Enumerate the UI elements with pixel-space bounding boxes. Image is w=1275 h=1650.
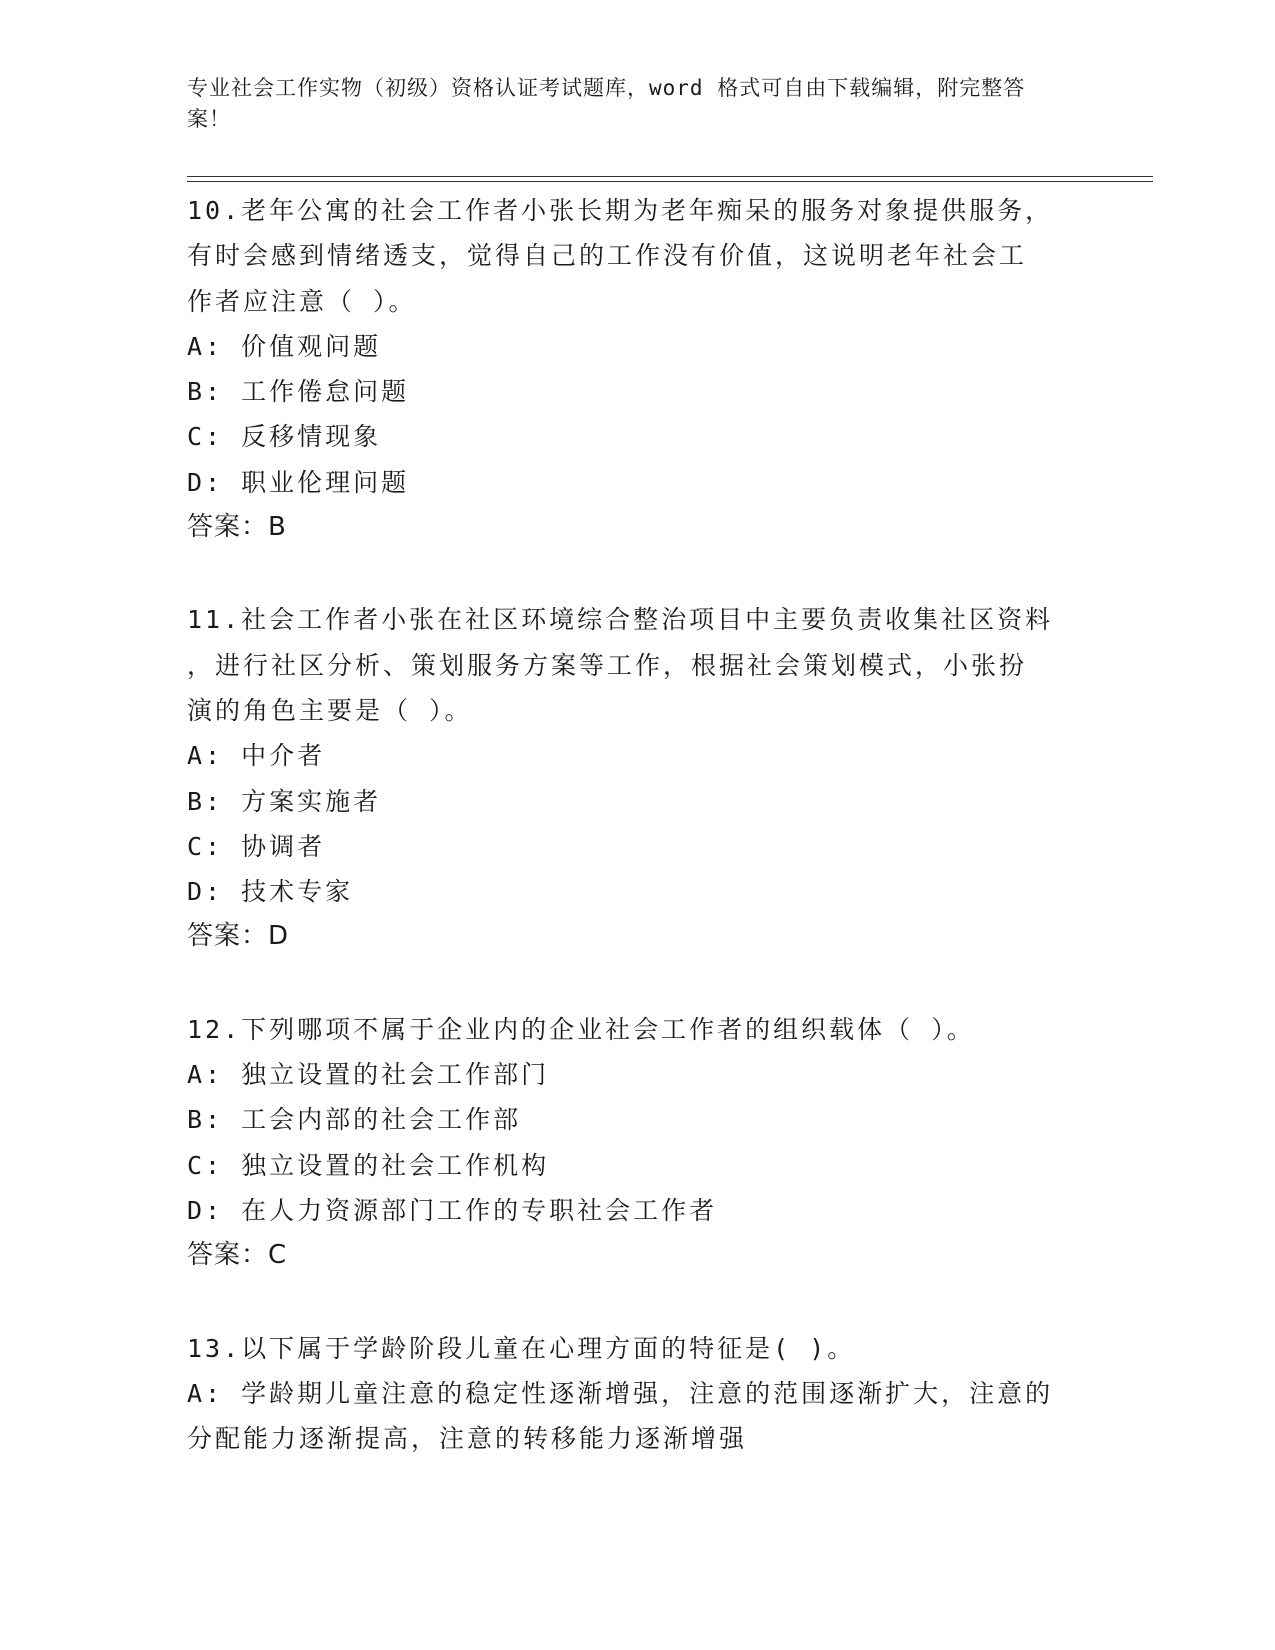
option-c: C: 协调者 xyxy=(187,831,326,861)
question-stem-line: 11.社会工作者小张在社区环境综合整治项目中主要负责收集社区资料 xyxy=(187,605,1054,635)
option-a-continued: 分配能力逐渐提高，注意的转移能力逐渐增强 xyxy=(187,1424,748,1454)
option-c: C: 独立设置的社会工作机构 xyxy=(187,1150,550,1180)
option-a: A: 中介者 xyxy=(187,741,326,771)
header-divider-top xyxy=(187,176,1153,177)
question-10 xyxy=(187,188,1067,550)
option-b: B: 方案实施者 xyxy=(187,786,382,816)
option-a: A: 价值观问题 xyxy=(187,331,382,361)
question-stem-line: 作者应注意（ ）。 xyxy=(187,286,417,316)
option-d: D: 技术专家 xyxy=(187,877,354,907)
option-c: C: 反移情现象 xyxy=(187,422,382,452)
question-12 xyxy=(187,1007,1067,1279)
option-b: B: 工会内部的社会工作部 xyxy=(187,1105,522,1135)
question-gap xyxy=(187,550,1067,597)
header-divider-bottom xyxy=(187,181,1153,182)
question-stem-line: ，进行社区分析、策划服务方案等工作，根据社会策划模式，小张扮 xyxy=(187,650,1028,680)
question-stem-line: 13.以下属于学龄阶段儿童在心理方面的特征是( )。 xyxy=(187,1333,856,1363)
question-stem-line: 有时会感到情绪透支，觉得自己的工作没有价值，这说明老年社会工 xyxy=(187,241,1028,271)
answer-line: 答案：B xyxy=(187,512,287,543)
page-header: 专业社会工作实物（初级）资格认证考试题库，word 格式可自由下载编辑，附完整答案！ xyxy=(187,76,1026,131)
question-gap xyxy=(187,960,1067,1007)
option-d: D: 职业伦理问题 xyxy=(187,467,410,497)
question-gap xyxy=(187,1279,1067,1326)
question-13 xyxy=(187,1326,1067,1462)
question-stem-line: 演的角色主要是（ ）。 xyxy=(187,695,473,725)
option-a: A: 独立设置的社会工作部门 xyxy=(187,1060,550,1090)
question-stem-line: 12.下列哪项不属于企业内的企业社会工作者的组织载体（ ）。 xyxy=(187,1014,975,1044)
question-11 xyxy=(187,597,1067,959)
answer-line: 答案：C xyxy=(187,1240,288,1271)
answer-line: 答案：D xyxy=(187,921,290,952)
question-stem-line: 10.老年公寓的社会工作者小张长期为老年痴呆的服务对象提供服务， xyxy=(187,196,1054,225)
option-d: D: 在人力资源部门工作的专职社会工作者 xyxy=(187,1195,718,1225)
question-list xyxy=(187,188,1067,1461)
option-a: A: 学龄期儿童注意的稳定性逐渐增强，注意的范围逐渐扩大，注意的 xyxy=(187,1378,1054,1408)
option-b: B: 工作倦怠问题 xyxy=(187,377,410,407)
